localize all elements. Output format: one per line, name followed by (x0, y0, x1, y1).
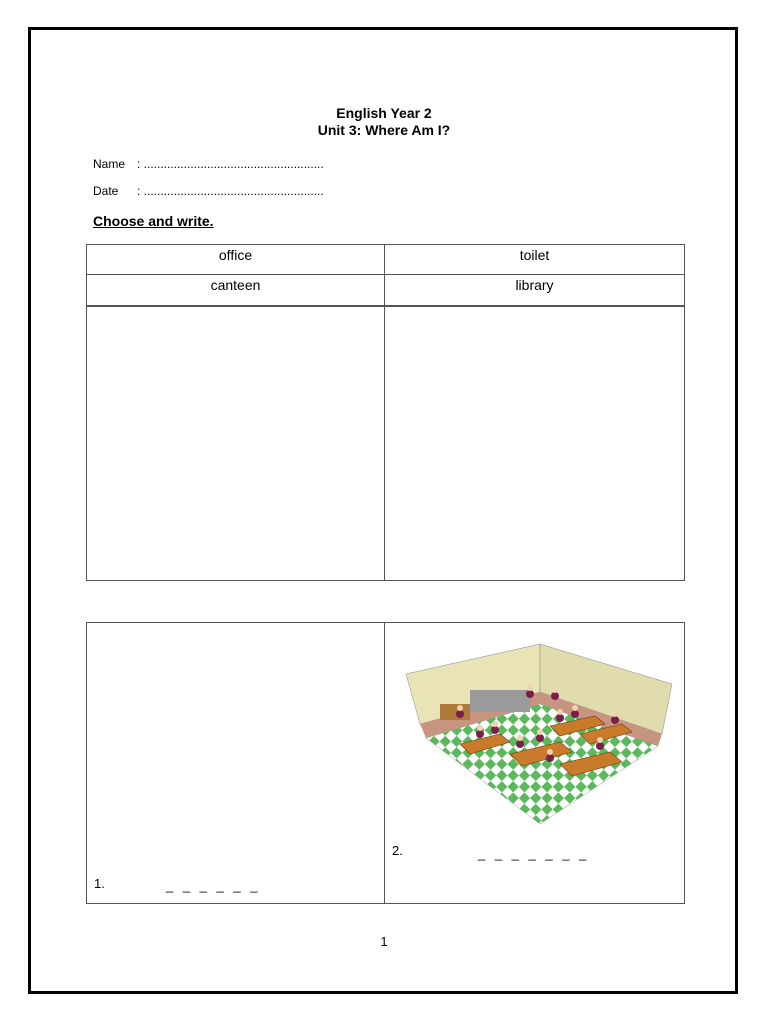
name-field[interactable] (93, 157, 324, 171)
question-box-1 (86, 622, 385, 904)
name-dots: : ...................................................... (137, 157, 324, 171)
instruction: Choose and write. (93, 213, 214, 229)
word-bank-item: library (384, 274, 685, 306)
question-number-1: 1. (94, 876, 105, 891)
title-line-2: Unit 3: Where Am I? (317, 122, 451, 138)
question-number-2: 2. (392, 843, 403, 858)
answer-blank-1[interactable]: _ _ _ _ _ _ (166, 878, 261, 893)
empty-box (384, 306, 685, 581)
page-number: 1 (380, 934, 388, 949)
date-field[interactable] (93, 184, 324, 198)
title-line-1: English Year 2 (336, 105, 432, 121)
word-bank-item: office (86, 244, 385, 275)
word-bank-item: canteen (86, 274, 385, 306)
date-dots: : ...................................................... (137, 184, 324, 198)
canteen-illustration-icon (400, 634, 676, 830)
empty-box (86, 306, 385, 581)
answer-blank-2[interactable]: _ _ _ _ _ _ _ (478, 846, 590, 861)
date-label: Date (93, 184, 119, 198)
word-bank-item: toilet (384, 244, 685, 275)
name-label: Name (93, 157, 126, 171)
